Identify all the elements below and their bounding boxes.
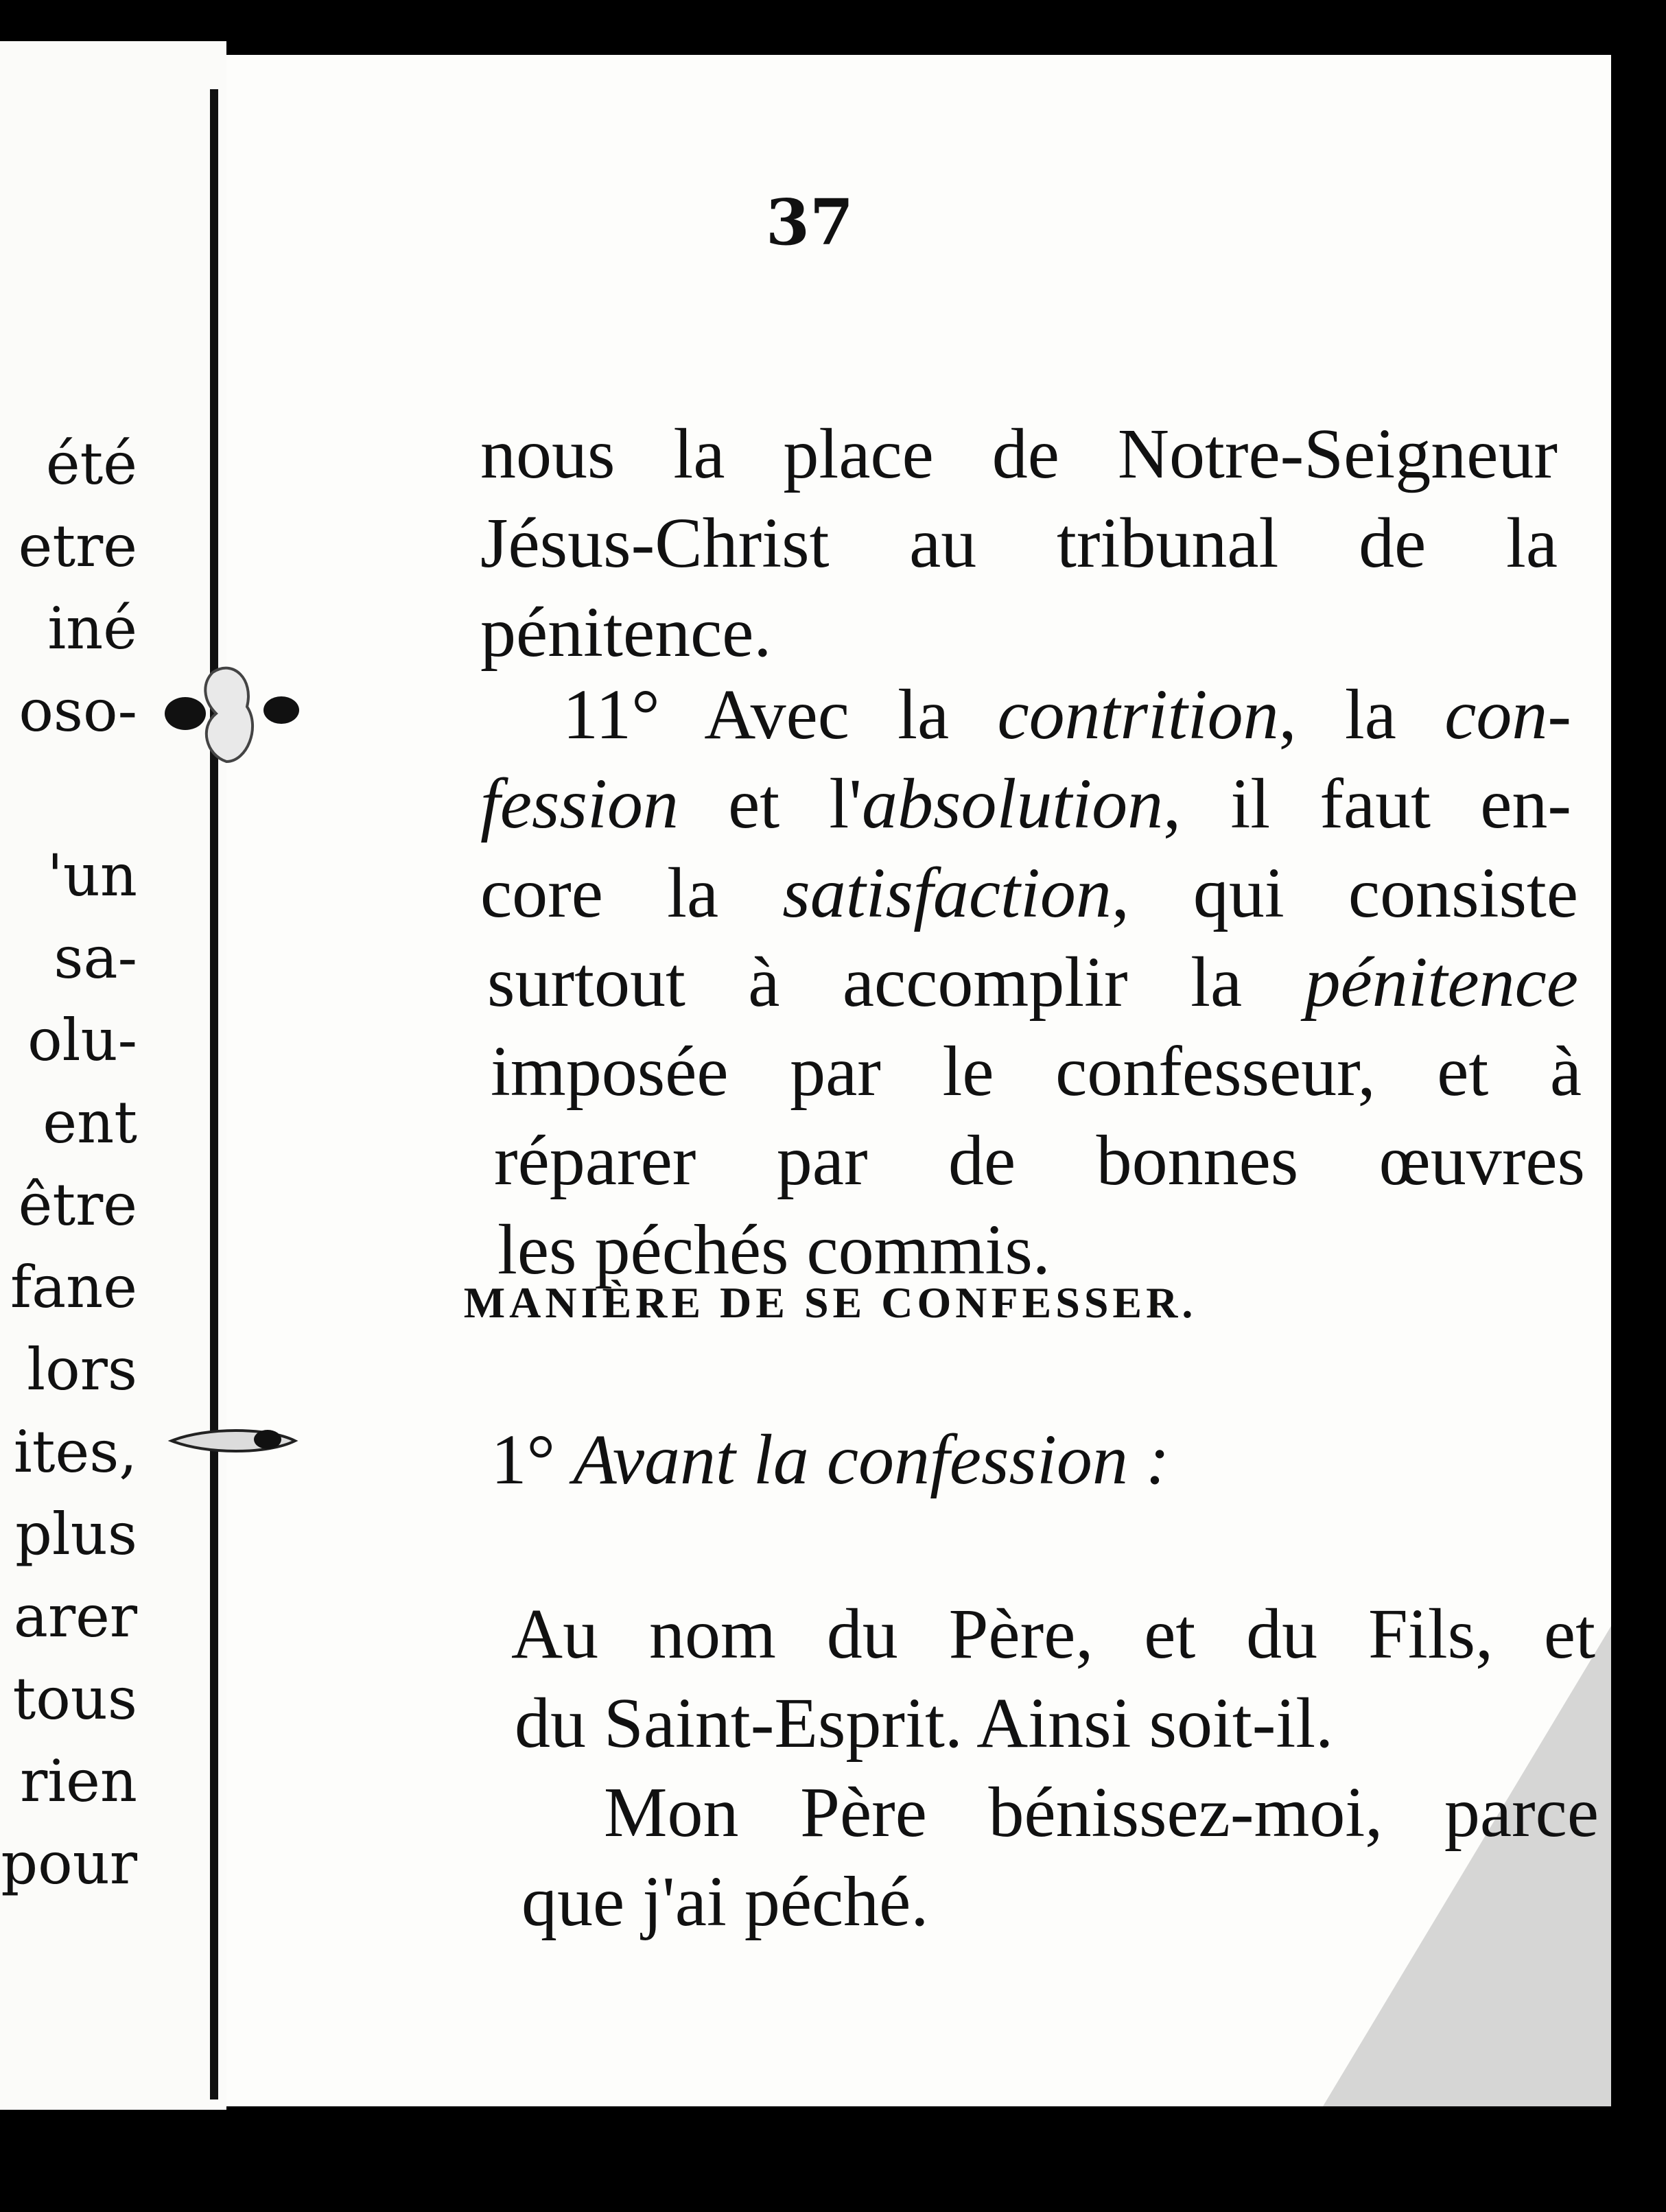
text-line: Jésus-Christ au tribunal de la bbox=[480, 504, 1558, 583]
left-fragment: plus bbox=[15, 1501, 137, 1568]
left-fragment: olu- bbox=[27, 1007, 137, 1074]
left-fragment: été bbox=[45, 430, 137, 497]
text-line: 11° Avec la contrition, la con- bbox=[563, 675, 1571, 754]
left-fragment: iné bbox=[47, 595, 137, 662]
text-line: Mon Père bénissez-moi, parce bbox=[604, 1773, 1599, 1852]
left-fragment: arer bbox=[13, 1583, 137, 1650]
text-line: core la satisfaction, qui consiste bbox=[480, 854, 1578, 932]
left-fragment: lors bbox=[27, 1336, 137, 1403]
left-fragment: ent bbox=[43, 1089, 137, 1156]
left-fragment: fane bbox=[10, 1254, 137, 1321]
page-corner-shadow bbox=[1323, 1626, 1611, 2106]
left-fragment: oso- bbox=[19, 677, 137, 744]
left-fragment: pour bbox=[1, 1830, 137, 1897]
left-fragment: ites, bbox=[13, 1418, 137, 1485]
text-line: réparer par de bonnes œuvres bbox=[494, 1121, 1585, 1200]
text-line: les péchés commis. bbox=[497, 1210, 1051, 1289]
text-line: nous la place de Notre-Seigneur bbox=[480, 414, 1558, 493]
page-number: 37 bbox=[765, 185, 854, 259]
text-line: pénitence. bbox=[480, 593, 772, 672]
left-fragment: 'un bbox=[47, 842, 137, 909]
book-spine bbox=[210, 89, 218, 2099]
binding-stitch-icon bbox=[165, 1400, 302, 1516]
left-fragment: tous bbox=[12, 1665, 137, 1732]
text-line: du Saint-Esprit. Ainsi soit-il. bbox=[515, 1684, 1334, 1763]
text-line: fession et l'absolution, il faut en- bbox=[480, 764, 1571, 843]
left-fragment: etre bbox=[18, 513, 137, 580]
left-fragment: rien bbox=[20, 1748, 137, 1815]
binding-stitch-icon bbox=[165, 659, 302, 775]
text-line: imposée par le confesseur, et à bbox=[491, 1032, 1582, 1111]
text-line: que j'ai péché. bbox=[521, 1862, 929, 1941]
text-line: surtout à accomplir la pénitence bbox=[487, 943, 1578, 1022]
subheading: 1° Avant la confession : bbox=[491, 1420, 1170, 1499]
left-fragment: sa- bbox=[54, 924, 137, 991]
left-fragment: être bbox=[18, 1171, 137, 1238]
section-heading: MANIÈRE DE SE CONFESSER. bbox=[463, 1278, 1197, 1327]
text-line: Au nom du Père, et du Fils, et bbox=[511, 1595, 1595, 1673]
left-page bbox=[0, 41, 226, 2110]
